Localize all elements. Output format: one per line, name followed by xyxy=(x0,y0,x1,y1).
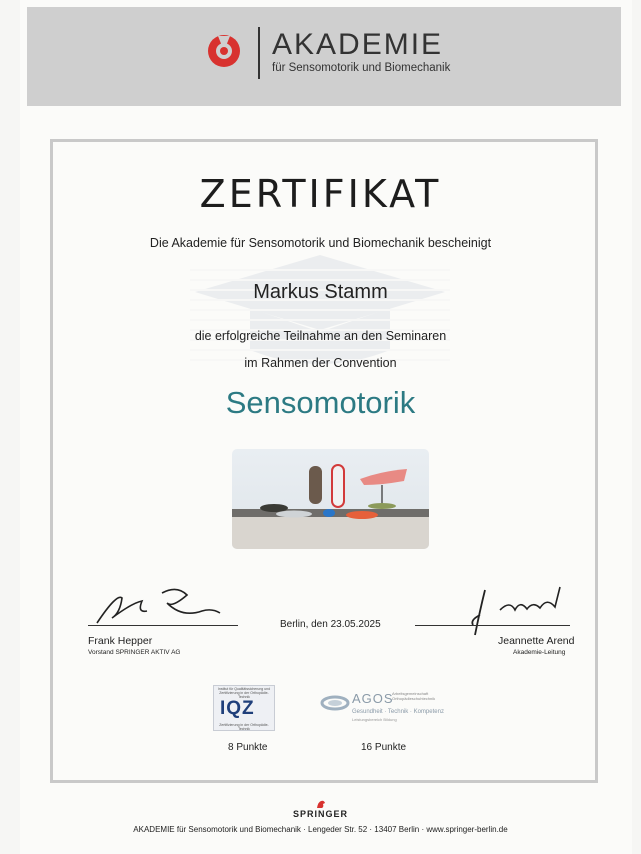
signature-jeannette-arend xyxy=(465,585,575,640)
certificate-title: ZERTIFIKAT xyxy=(199,172,442,216)
iqz-points: 8 Punkte xyxy=(228,742,268,753)
akademie-logo-icon xyxy=(206,32,242,68)
recipient-name: Markus Stamm xyxy=(253,281,388,303)
left-signature-line xyxy=(88,625,238,626)
insole-products-photo xyxy=(232,449,429,549)
logo-title: AKADEMIE xyxy=(272,28,444,61)
right-signer-role: Akademie-Leitung xyxy=(513,649,566,656)
iqz-bottom-text: Zertifizierung in der Orthopädie-Technik xyxy=(219,723,269,731)
agos-tagline: Gesundheit · Technik · Kompetenz xyxy=(352,709,444,715)
signature-frank-hepper xyxy=(92,583,227,628)
right-signature-line xyxy=(415,625,570,626)
topic-heading: Sensomotorik xyxy=(225,385,416,420)
iqz-letters: IQZ xyxy=(220,698,255,719)
footer-address: AKADEMIE für Sensomotorik und Biomechanik · Lengeder Str. 52 · 13407 Berlin · www.springer-berlin.de xyxy=(133,825,508,834)
convention-line: im Rahmen der Convention xyxy=(244,356,397,370)
agos-small-text: Arbeitsgemeinschaft Orthopädieschuhtechnik xyxy=(392,691,436,701)
iqz-institute-text: Institut für Qualitätssicherung und Zertifizierung in der Orthopädie-Technik xyxy=(217,687,271,699)
logo-subtitle: für Sensomotorik und Biomechanik xyxy=(272,62,451,74)
issue-date: Berlin, den 23.05.2025 xyxy=(280,619,381,630)
issuer-line: Die Akademie für Sensomotorik und Biomechanik bescheinigt xyxy=(149,236,492,250)
agos-name: AGOS xyxy=(352,691,394,706)
logo-divider xyxy=(258,27,260,79)
participation-line: die erfolgreiche Teilnahme an den Seminaren xyxy=(194,329,447,343)
agos-points: 16 Punkte xyxy=(361,742,407,753)
right-signer-name: Jeannette Arend xyxy=(498,635,575,647)
iqz-logo xyxy=(213,685,275,731)
agos-subline: Leistungsbereich Bildung xyxy=(352,717,397,722)
springer-brand: SPRINGER xyxy=(292,809,348,819)
springer-horse-icon xyxy=(315,799,327,809)
agos-logo-icon xyxy=(320,690,350,712)
left-signer-role: Vorstand SPRINGER AKTIV AG xyxy=(88,649,181,656)
left-signer-name: Frank Hepper xyxy=(88,635,153,647)
